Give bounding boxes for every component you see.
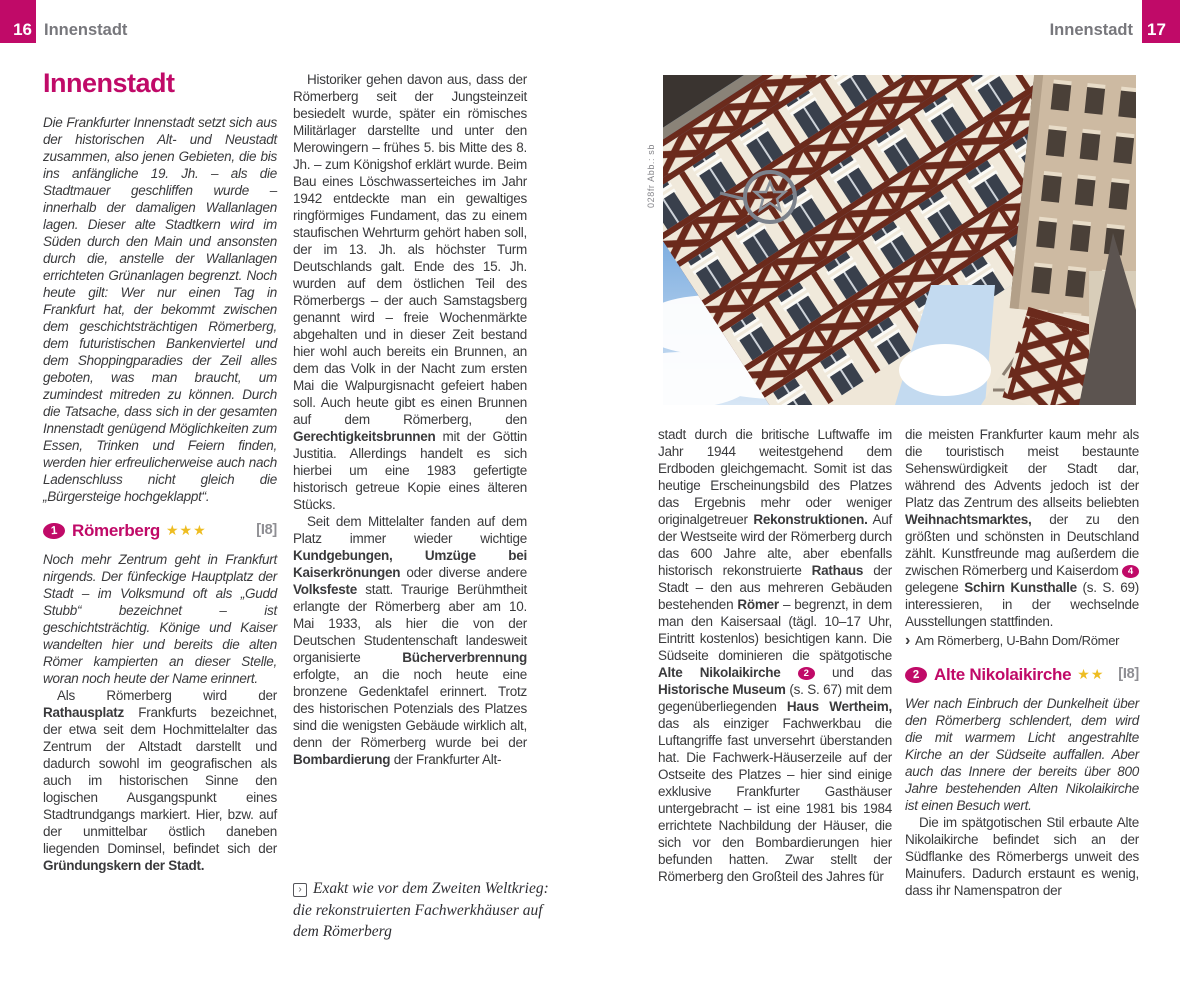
fachwerk-illustration — [663, 75, 1136, 405]
body-paragraph: die meisten Frankfurter kaum mehr als die touristisch meist bestaunte Sehenswürdigkeit der Stadt dar, während des Advents jedoch ist der Platz das Zentrum des allseits beliebten Weihnachtsmarktes, der zu den größten und schönsten in Deutschland zählt. Kunstfreunde mag außerdem die zwischen Römerberg und Kaiserdom 4 gelegene Schirn Kunsthalle (s. S. 69) interessieren, in der wechselnde Ausstellungen stattfinden. — [905, 427, 1139, 629]
page-number-right-value: 17 — [1147, 20, 1166, 39]
page-number-right — [1142, 0, 1180, 43]
body-paragraph: stadt durch die britische Luftwaffe im Jahr 1944 weitestgehend dem Erdboden gleichgemacht. Somit ist das heutige Erscheinungsbild des Platzes das Ergebnis mehr oder weniger originalgetreuer Rekonstruktionen. Auf der Westseite wird der Römerberg durch das 600 Jahre alte, aber ebenfalls historisch rekonstruierte Rathaus der Stadt – den aus mehreren Gebäuden bestehenden Römer – begrenzt, in dem man den Kaisersaal (tägl. 10–17 Uhr, Eintritt kostenlos) besichtigen kann. Die Südseite dominieren die spätgotische Alte Nikolaikirche 2 und das Historische Museum (s. S. 67) mit dem gegenüberliegenden Haus Wertheim, das als einziger Fachwerkbau die Luftangriffe fast unversehrt überstanden hat. Die Fachwerk-Häuserzeile auf der Ostseite des Platzes – hier sind einige exklusive Frankfurter Gasthäuser untergebracht – ist eine 1981 bis 1984 errichtete Nachbildung der Häuser, die sich vor den Bombardierungen hier befunden hatten. Zwar stellt der Römerberg den Großteil des Jahres für — [658, 427, 893, 884]
poi-heading-roemerberg — [43, 522, 277, 539]
caption-text: Exakt wie vor dem Zweiten Weltkrieg: die rekonstruierten Fachwerkhäuser auf dem Römerberg — [293, 880, 549, 940]
map-grid-reference: [I8] — [256, 522, 277, 538]
body-paragraph: Als Römerberg wird der Rathausplatz Frankfurts bezeichnet, der etwa seit dem Hochmittelalter das Zentrum der Altstadt darstellt und dadurch sowohl im geografischen als auch im historischen Sinne den logischen Ausgangspunkt eines Stadtrundgangs markiert. Hier, bzw. auf der unmittelbar östlich daneben liegenden Dominsel, befindet sich der Gründungskern der Stadt. — [43, 688, 277, 873]
column-2 — [293, 71, 527, 768]
transit-info — [905, 632, 1139, 649]
body-paragraph: Die im spätgotischen Stil erbaute Alte Nikolaikirche befindet sich an der Südflanke des Römerbergs unweit des Mainufers. Dadurch erstaunt es wenig, dass ihr Namenspatron der — [905, 815, 1139, 898]
poi-number-badge: 2 — [904, 666, 927, 683]
poi-heading-nikolaikirche — [905, 666, 1139, 683]
transit-chevron-icon: › — [905, 632, 911, 649]
running-head-left: Innenstadt — [44, 21, 128, 39]
poi-lead-paragraph: Noch mehr Zentrum geht in Frankfurt nirgends. Der fünfeckige Hauptplatz der Stadt – im Volksmund oft als „Gudd Stubb“ bezeichnet – ist geschichtsträchtig. Könige und Kaiser wandelten hier und bereits die alten Römer kampierten an dieser Stelle, woran noch heute der Name erinnert. — [43, 552, 277, 686]
body-paragraph: Seit dem Mittelalter fanden auf dem Platz immer wieder wichtige Kundgebungen, Umzüge bei Kaiserkrönungen oder diverse andere Volksfeste statt. Traurige Berühmtheit erlangte der Römerberg aber am 10. Mai 1933, als hier die von der Deutschen Studentenschaft landesweit organisierte Bücherverbrennung erfolgte, an die noch heute eine bronzene Gedenktafel erinnert. Trotz des historischen Potenzials des Platzes sind die wenigsten Gebäude wirklich alt, denn der Römerberg wurde bei der Bombardierung der Frankfurter Alt- — [293, 514, 527, 767]
caption-chevron-icon: › — [293, 883, 307, 897]
chapter-intro: Die Frankfurter Innenstadt setzt sich aus der historischen Alt- und Neustadt zusammen, also jenen Gebieten, die bis ins anfängliche 19. Jh. – als die Stadtmauer geschliffen wurde – innerhalb der damaligen Wallanlagen lagen. Dieser alte Stadtkern wird im Süden durch den Main und ansonsten durch die, anstelle der Wallanlagen errichteten Grünanlagen begrenzt. Noch heute gilt: Wer nur einen Tag in Frankfurt hat, der bekommt zwischen dem geschichtsträchtigen Römerberg, dem futuristischen Bankenviertel und dem Shoppingparadies der Zeil alles geboten, was man braucht, um zumindest mitreden zu können. Durch die Tatsache, dass sich in der gesamten Innenstadt genügend Möglichkeiten zum Essen, Trinken und Feiern finden, werden hier erfreulicherweise auch nach Ladenschluss nicht gleich die „Bürgersteige hochgeklappt“. — [43, 115, 277, 504]
photo-credit: 028fr Abb.: sb — [646, 144, 656, 208]
running-head-right: Innenstadt — [1049, 21, 1133, 39]
star-rating: ★★ — [1077, 666, 1105, 682]
page-number-left — [0, 0, 36, 43]
poi-number-badge: 1 — [42, 522, 65, 539]
transit-text: Am Römerberg, U-Bahn Dom/Römer — [915, 633, 1120, 648]
poi-lead-paragraph: Wer nach Einbruch der Dunkelheit über den Römerberg schlendert, dem wird die mit warmem Licht angestrahlte Kirche an der Südseite auffallen. Aber auch das Innere der bereits über 800 Jahre bestehenden Alten Nikolaikirche ist einen Besuch wert. — [905, 696, 1139, 813]
column-4 — [905, 426, 1139, 899]
page-number-left-value: 16 — [13, 20, 32, 39]
photo-caption — [293, 878, 549, 943]
column-1 — [43, 68, 277, 874]
poi-title: Römerberg — [72, 521, 160, 540]
star-rating: ★★★ — [166, 522, 207, 538]
roemerberg-photo — [663, 75, 1136, 405]
poi-title: Alte Nikolaikirche — [934, 665, 1072, 684]
chapter-title: Innenstadt — [43, 68, 175, 98]
column-3 — [658, 426, 892, 885]
map-grid-reference: [I8] — [1118, 666, 1139, 682]
body-paragraph: Historiker gehen davon aus, dass der Römerberg seit der Jungsteinzeit besiedelt wurde, später ein römisches Militärlager darstellte und unter den Merowingern – frühes 5. bis Mitte des 8. Jh. – zum Königshof erklärt wurde. Beim Bau eines Löschwasserteiches im Jahr 1942 entdeckte man ein gewaltiges ringförmiges Fundament, das zu einem staufischen Wehrturm gehört haben soll, der im 13. Jh. als höchster Turm Deutschlands galt. Ende des 15. Jh. wurden auf dem östlichen Teil des Römerbergs – der auch Samstagsberg genannt wird – freie Wochenmärkte abgehalten und in dieser Zeit bestand hier wohl auch bereits ein Brunnen, an dem das Volk in der Nacht zum ersten Mai die Walpurgisnacht gefeiert haben soll. Auch heute gibt es einen Brunnen auf dem Römerberg, den Gerechtigkeitsbrunnen mit der Göttin Justitia. Allerdings handelt es sich hierbei um eine 1983 gefertigte historisch getreue Kopie eines älteren Stücks. — [293, 72, 527, 512]
